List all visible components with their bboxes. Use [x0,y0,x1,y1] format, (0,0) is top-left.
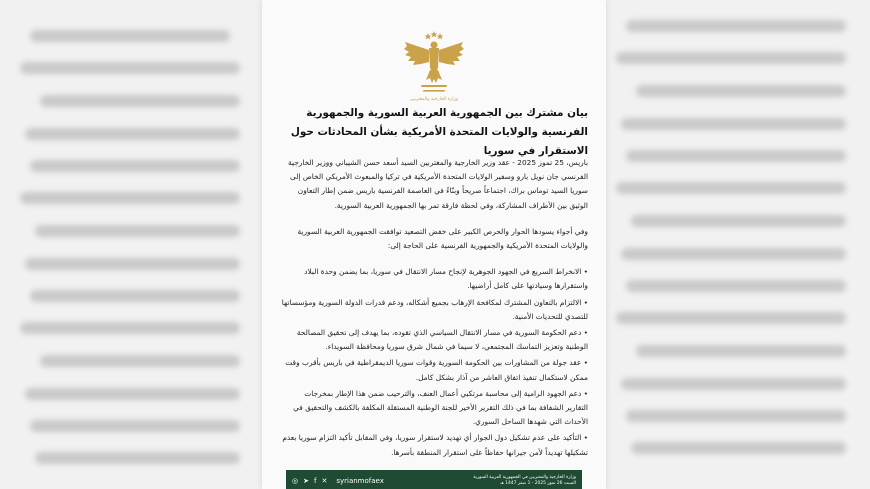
facebook-icon[interactable]: f [313,477,317,485]
list-item: • دعم الحكومة السورية في مسار الانتقال السياسي الذي تقوده، بما يهدف إلى تحقيق المصالحة الوطنية وتعزيز التماسك المجتمعي، لا سيما في شمال شرق سوريا ومحافظة السويداء. [296,328,588,352]
list-item: • التأكيد على عدم تشكيل دول الجوار أي تهديد لاستقرار سوريا، وفي المقابل تأكيد التزام سوريا بعدم تشكيلها تهديداً لأمن جيرانها حفاظاً على استقرار المنطقة بأسرها. [282,433,588,457]
statement-document [262,0,606,489]
blurred-background-left [0,0,262,489]
list-item: • دعم الجهود الرامية إلى محاسبة مرتكبي أعمال العنف، والترحيب ضمن هذا الإطار بمخرجات التقارير الشفافة بما في ذلك التقرير الأخير للجنة الوطنية المستقلة المكلفة بالكشف والتحقيق في الأحداث التي شهدها الساحل السوري. [293,388,588,427]
list-item: • عقد جولة من المشاورات بين الحكومة السورية وقوات سوريا الديمقراطية في باريس بأقرب وقت ممكن لاستكمال تنفيذ اتفاق العاشر من آذار بشكل كامل. [285,358,588,382]
ministry-logo [262,30,606,104]
social-icons [292,477,384,485]
list-item: • الالتزام بالتعاون المشترك لمكافحة الإرهاب بجميع أشكاله، ودعم قدرات الدولة السورية ومؤسساتها للتصدي للتحديات الأمنية. [281,297,588,321]
footer-date: السبت 26 تموز 2025 - 1 صفر 1447 هـ [500,481,576,486]
statement-body [280,156,588,462]
blurred-background-right [606,0,870,489]
statement-title: بيان مشترك بين الجمهورية العربية السورية والجمهورية الفرنسية والولايات المتحدة الأمريكية بشأن المحادثات حول الاستقرار في سوريا [290,107,588,157]
eagle-emblem-icon [401,30,467,104]
x-icon[interactable]: ✕ [321,477,328,485]
instagram-icon[interactable]: ◎ [292,477,299,485]
footer-ministry-info [473,475,576,487]
paragraph-intro: باريس، 25 تموز 2025 - عقد وزير الخارجية والمغتربين السيد أسعد حسن الشيباني ووزير الخارجية الفرنسي جان نويل بارو وسفير الولايات المتحدة الأمريكية في تركيا والمبعوث الأمريكي الخاص إلى سوريا السيد توماس براك، اجتماعاً صريحاً وبنّاءً في العاصمة الفرنسية باريس ضمن إطار التعاون الوثيق بين الأطراف المشاركة، وفي لحظة فارقة تمر بها الجمهورية العربية السورية. [288,158,588,210]
bullet-list [280,265,588,460]
logo-caption: وزارة الخارجية والمغتربين [409,97,459,102]
social-handle[interactable]: syrianmofaex [336,477,384,485]
document-footer [286,470,582,489]
paragraph-agreement: وفي أجواء يسودها الحوار والحرص الكبير على خفض التصعيد توافقت الجمهورية العربية السورية والولايات المتحدة الأمريكية والجمهورية الفرنسية على الحاجة إلى: [297,226,588,251]
list-item: • الانخراط السريع في الجهود الجوهرية لإنجاح مسار الانتقال في سوريا، بما يضمن وحدة البلاد واستقرارها وسيادتها على كامل أراضيها. [304,267,588,291]
telegram-icon[interactable]: ➤ [303,477,309,485]
footer-ministry-name: وزارة الخارجية والمغتربين في الجمهورية العربية السورية [473,475,576,480]
